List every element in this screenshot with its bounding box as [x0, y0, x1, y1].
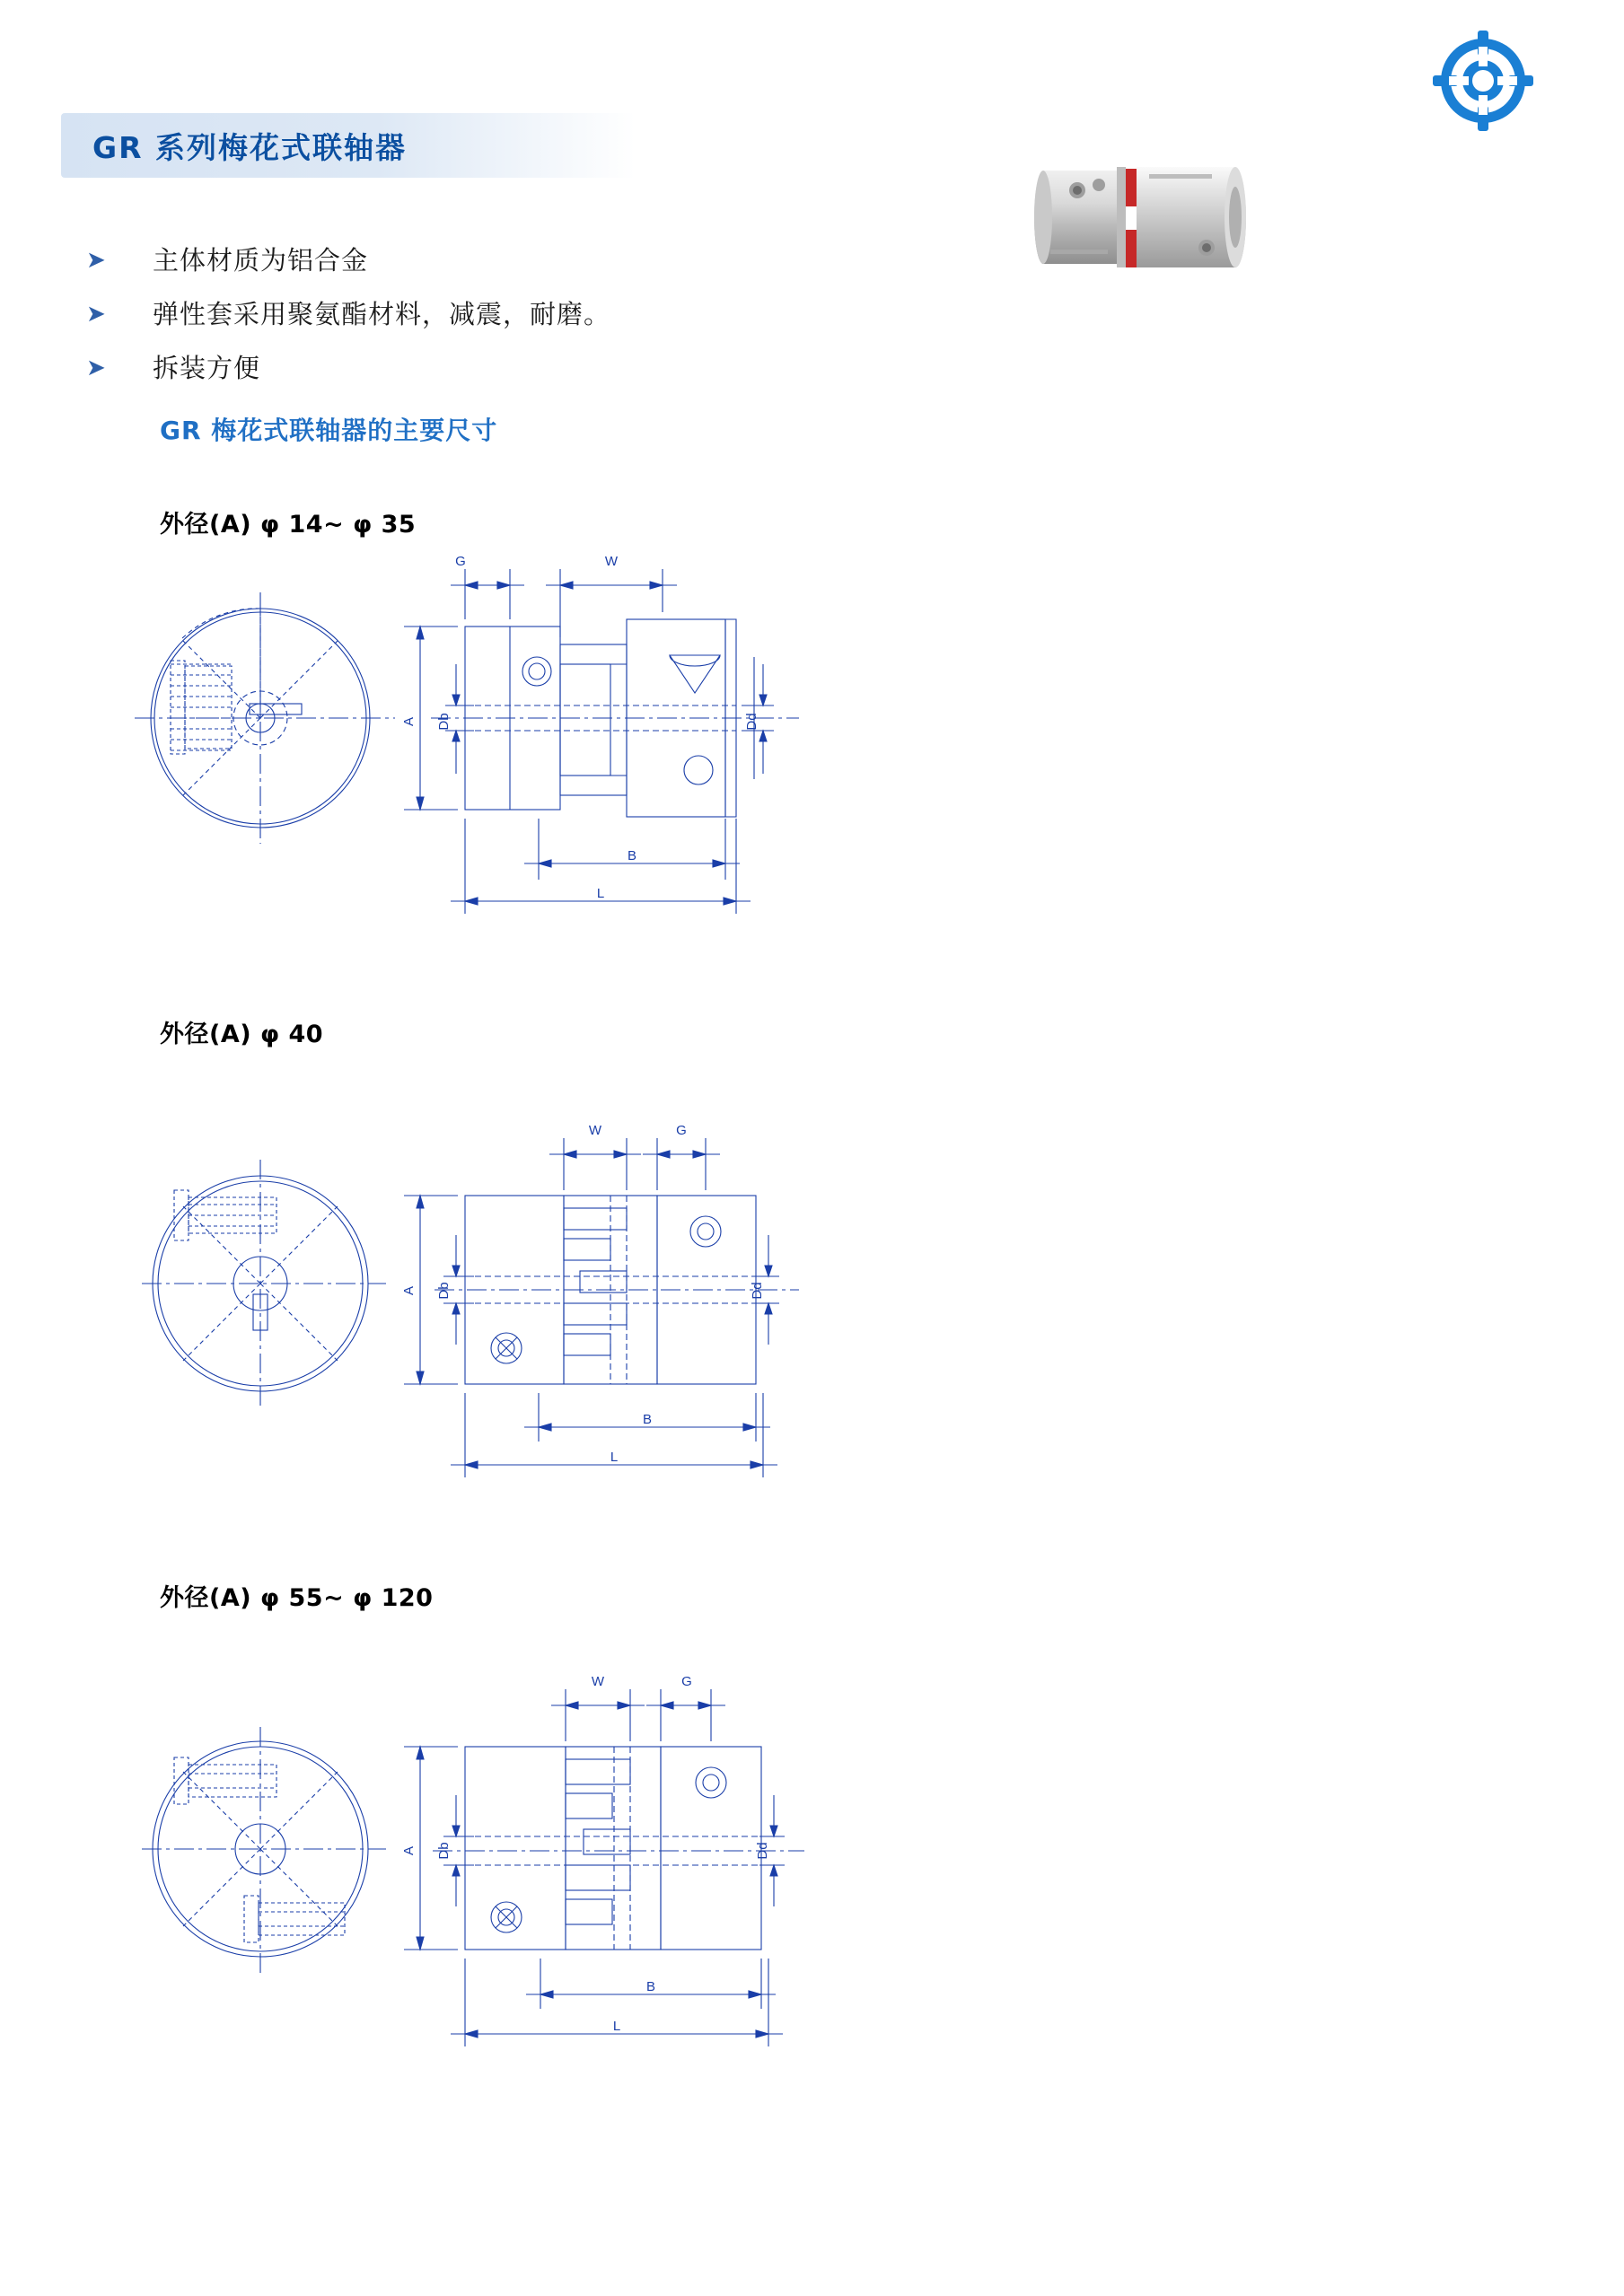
dim-label-W: W: [591, 1674, 605, 1689]
dim-label-Dd: Dd: [744, 713, 759, 731]
section-heading-1: 外径(A) φ 14~ φ 35: [160, 511, 417, 539]
dim-label-W: W: [604, 554, 619, 569]
list-item: [86, 348, 786, 402]
technical-drawing-1: [135, 530, 1050, 942]
section-heading-3: 外径(A) φ 55~ φ 120: [160, 1584, 434, 1612]
dim-label-B: B: [627, 848, 637, 863]
dim-label-A: A: [401, 1845, 417, 1856]
dim-label-L: L: [610, 1450, 619, 1465]
dim-label-Db: Db: [436, 1842, 452, 1860]
dim-label-L: L: [612, 2019, 621, 2034]
dim-label-A: A: [401, 1285, 417, 1296]
gear-logo-icon: [1431, 29, 1535, 133]
chevron-right-bullet-icon: ➤: [86, 246, 106, 273]
section-heading-2: 外径(A) φ 40: [160, 1021, 324, 1048]
list-item-label: 弹性套采用聚氨酯材料，减震，耐磨。: [153, 299, 611, 329]
list-item-label: 拆装方便: [153, 353, 261, 383]
technical-drawing-3: [135, 1661, 1050, 2091]
dim-label-G: G: [455, 554, 466, 569]
dim-label-B: B: [645, 1979, 656, 1994]
dim-label-G: G: [681, 1674, 692, 1689]
dim-label-Dd: Dd: [755, 1842, 770, 1860]
dim-label-W: W: [588, 1123, 602, 1138]
page-title: GR 系列梅花式联轴器: [92, 130, 407, 165]
list-item: [86, 241, 786, 294]
chevron-right-bullet-icon: ➤: [86, 354, 106, 381]
dim-label-Db: Db: [436, 713, 452, 731]
dim-label-G: G: [676, 1123, 687, 1138]
product-photo: [1031, 144, 1273, 278]
section-subheading: GR 梅花式联轴器的主要尺寸: [160, 416, 498, 445]
chevron-right-bullet-icon: ➤: [86, 300, 106, 327]
feature-bullet-list: [86, 241, 786, 402]
list-item: [86, 294, 786, 348]
dim-label-A: A: [401, 716, 417, 727]
dim-label-B: B: [642, 1412, 653, 1427]
dim-label-Dd: Dd: [750, 1282, 765, 1300]
technical-drawing-2: [135, 1104, 1050, 1517]
dim-label-Db: Db: [436, 1282, 452, 1300]
page-title-banner: [61, 113, 636, 178]
dim-label-L: L: [596, 886, 605, 901]
list-item-label: 主体材质为铝合金: [153, 245, 369, 276]
